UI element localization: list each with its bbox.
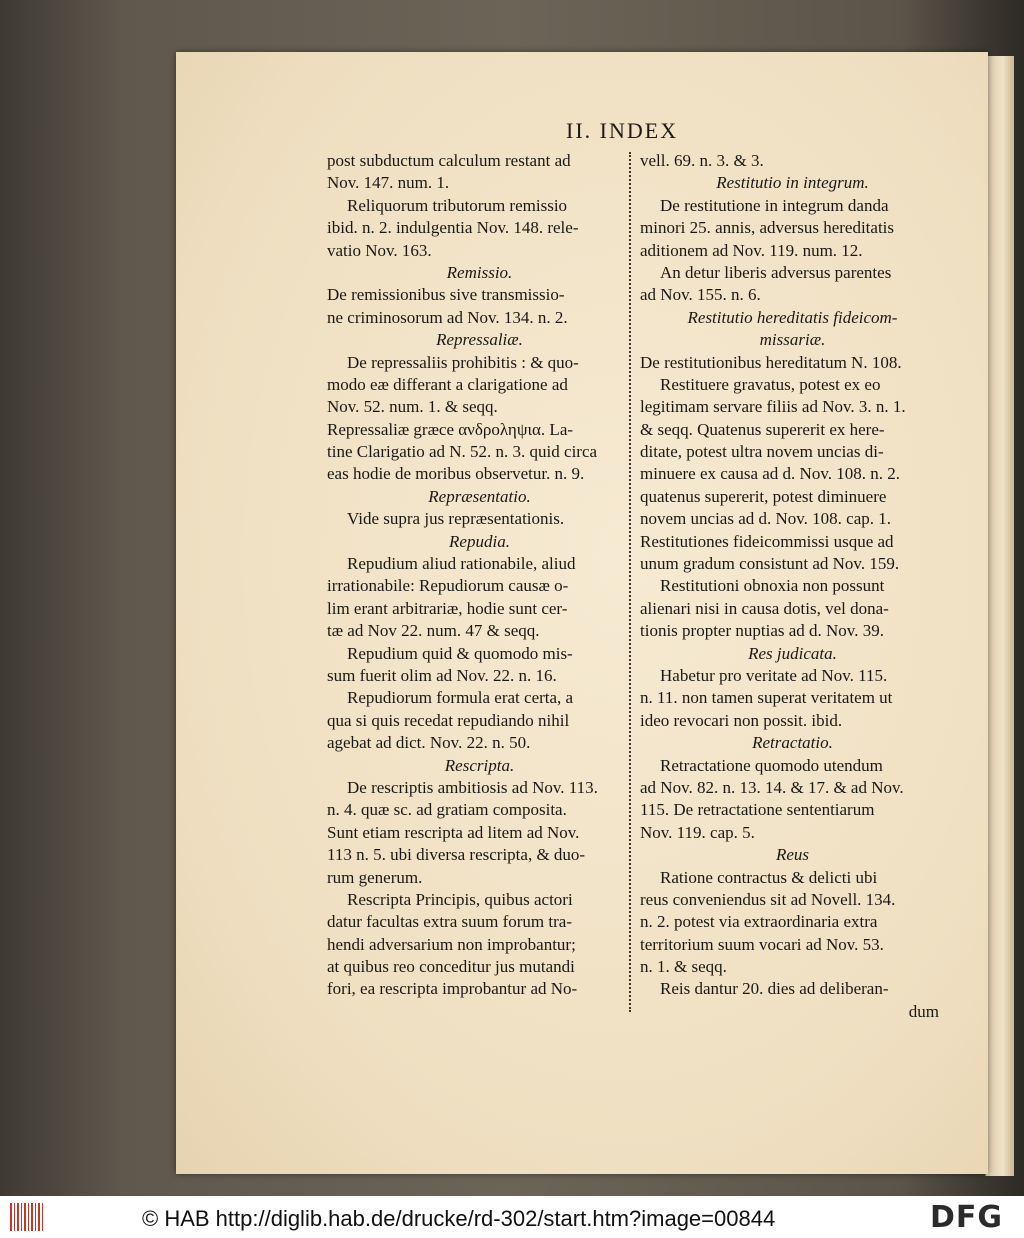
index-line: legitimam servare filiis ad Nov. 3. n. 1. bbox=[640, 397, 906, 417]
index-line: minuere ex causa ad d. Nov. 108. n. 2. bbox=[640, 464, 900, 484]
index-line: Restitutiones fideicommissi usque ad bbox=[640, 531, 894, 551]
index-line: aditionem ad Nov. 119. num. 12. bbox=[640, 240, 863, 260]
index-heading: Res judicata. bbox=[748, 643, 837, 663]
index-line: alienari nisi in causa dotis, vel dona- bbox=[640, 598, 889, 618]
index-line: 113 n. 5. ubi diversa rescripta, & duo- bbox=[327, 845, 586, 865]
barcode-icon bbox=[10, 1203, 44, 1231]
index-line: De restitutionibus hereditatum N. 108. bbox=[640, 352, 902, 372]
index-line: modo eæ differant a clarigatione ad bbox=[327, 374, 568, 394]
index-heading: Rescripta. bbox=[444, 755, 515, 775]
column-rule bbox=[629, 152, 632, 1012]
index-heading: Restitutio hereditatis fideicom- bbox=[687, 307, 898, 327]
index-line: vatio Nov. 163. bbox=[327, 240, 432, 260]
index-line: Repudium quid & quomodo mis- bbox=[347, 643, 573, 663]
index-heading: Retractatio. bbox=[752, 733, 833, 753]
index-line: Nov. 147. num. 1. bbox=[327, 173, 450, 193]
index-heading: Reus bbox=[775, 845, 810, 865]
index-line: territorium suum vocari ad Nov. 53. bbox=[640, 934, 884, 954]
footer-copyright-url[interactable]: © HAB http://diglib.hab.de/drucke/rd-302/start.htm?image=00844 bbox=[142, 1206, 776, 1231]
index-line: eas hodie de moribus observetur. n. 9. bbox=[327, 464, 585, 484]
index-line: tæ ad Nov 22. num. 47 & seqq. bbox=[327, 621, 540, 641]
index-line: novem uncias ad d. Nov. 108. cap. 1. bbox=[640, 509, 892, 529]
index-line: vell. 69. n. 3. & 3. bbox=[640, 151, 764, 170]
index-line: Repudiorum formula erat certa, a bbox=[347, 688, 574, 708]
index-line: 115. De retractatione sententiarum bbox=[640, 800, 875, 820]
dfg-logo: DFG bbox=[930, 1200, 1004, 1235]
index-heading: Repudia. bbox=[449, 531, 510, 551]
index-line: ditate, potest ultra novem uncias di- bbox=[640, 442, 884, 462]
index-line: unum gradum consistunt ad Nov. 159. bbox=[640, 554, 900, 574]
index-line: at quibus reo conceditur jus mutandi bbox=[327, 957, 575, 977]
index-line: post subductum calculum restant ad bbox=[327, 151, 571, 170]
index-line: Retractatione quomodo utendum bbox=[660, 755, 883, 775]
index-line: ne criminosorum ad Nov. 134. n. 2. bbox=[327, 307, 568, 327]
index-line: De rescriptis ambitiosis ad Nov. 113. bbox=[347, 777, 598, 797]
index-line: rum generum. bbox=[327, 867, 423, 887]
index-line: Repudium aliud rationabile, aliud bbox=[347, 554, 576, 574]
index-line: minori 25. annis, adversus hereditatis bbox=[640, 218, 895, 238]
index-line: Vide supra jus repræsentationis. bbox=[347, 509, 565, 529]
index-line: n. 11. non tamen superat veritatem ut bbox=[640, 688, 893, 708]
index-line: sum fuerit olim ad Nov. 22. n. 16. bbox=[327, 665, 557, 685]
index-line: n. 4. quæ sc. ad gratiam composita. bbox=[327, 800, 567, 820]
index-line: tionis propter nuptias ad d. Nov. 39. bbox=[640, 621, 884, 641]
index-line: ad Nov. 82. n. 13. 14. & 17. & ad Nov. bbox=[640, 777, 904, 797]
index-line: Reis dantur 20. dies ad deliberan- bbox=[660, 979, 889, 999]
index-line: n. 1. & seqq. bbox=[640, 957, 727, 977]
index-heading: missariæ. bbox=[759, 330, 826, 350]
index-line: reus conveniendus sit ad Novell. 134. bbox=[640, 889, 896, 909]
index-line: irrationabile: Repudiorum causæ o- bbox=[327, 576, 569, 596]
index-line: quatenus supererit, potest diminuere bbox=[640, 486, 887, 506]
index-line: Reliquorum tributorum remissio bbox=[347, 195, 568, 215]
index-line: Restitutioni obnoxia non possunt bbox=[660, 576, 885, 596]
index-line: Sunt etiam rescripta ad litem ad Nov. bbox=[327, 822, 580, 842]
index-heading: Restitutio in integrum. bbox=[716, 173, 869, 193]
index-line: An detur liberis adversus parentes bbox=[660, 262, 892, 282]
index-line: hendi adversarium non improbantur; bbox=[327, 934, 576, 954]
index-heading: Repræsentatio. bbox=[428, 486, 531, 506]
next-page-edge bbox=[985, 56, 1014, 1176]
index-line: De remissionibus sive transmissio- bbox=[327, 285, 565, 305]
running-head: II. INDEX bbox=[566, 118, 679, 143]
index-line: ideo revocari non possit. ibid. bbox=[640, 710, 843, 730]
index-line: ad Nov. 155. n. 6. bbox=[640, 285, 761, 305]
index-line: n. 2. potest via extraordinaria extra bbox=[640, 912, 878, 932]
index-line: Nov. 119. cap. 5. bbox=[640, 822, 755, 842]
index-line: agebat ad dict. Nov. 22. n. 50. bbox=[327, 733, 531, 753]
index-line: De repressaliis prohibitis : & quo- bbox=[347, 352, 579, 372]
index-line: & seqq. Quatenus supererit ex here- bbox=[640, 419, 885, 439]
index-line: Habetur pro veritate ad Nov. 115. bbox=[660, 665, 888, 685]
index-line: datur facultas extra suum forum tra- bbox=[327, 912, 572, 932]
index-heading: Remissio. bbox=[446, 262, 513, 282]
index-line: ibid. n. 2. indulgentia Nov. 148. rele- bbox=[327, 218, 579, 238]
index-line: qua si quis recedat repudiando nihil bbox=[327, 710, 570, 730]
index-line: De restitutione in integrum danda bbox=[660, 195, 889, 215]
index-line: Rescripta Principis, quibus actori bbox=[347, 889, 573, 909]
index-line: lim erant arbitrariæ, hodie sunt cer- bbox=[327, 598, 568, 618]
index-line: tine Clarigatio ad N. 52. n. 3. quid circa bbox=[327, 442, 598, 462]
index-line: dum bbox=[908, 1001, 939, 1021]
index-line: Ratione contractus & delicti ubi bbox=[660, 867, 878, 887]
left-column bbox=[327, 150, 632, 1001]
index-line: Nov. 52. num. 1. & seqq. bbox=[327, 397, 498, 417]
index-line: fori, ea rescripta improbantur ad No- bbox=[327, 979, 578, 999]
right-column bbox=[640, 150, 945, 1023]
index-line: Repressaliæ græce ανδροληψια. La- bbox=[327, 419, 574, 439]
index-line: Restituere gravatus, potest ex eo bbox=[660, 374, 881, 394]
index-heading: Repressaliæ. bbox=[436, 330, 523, 350]
